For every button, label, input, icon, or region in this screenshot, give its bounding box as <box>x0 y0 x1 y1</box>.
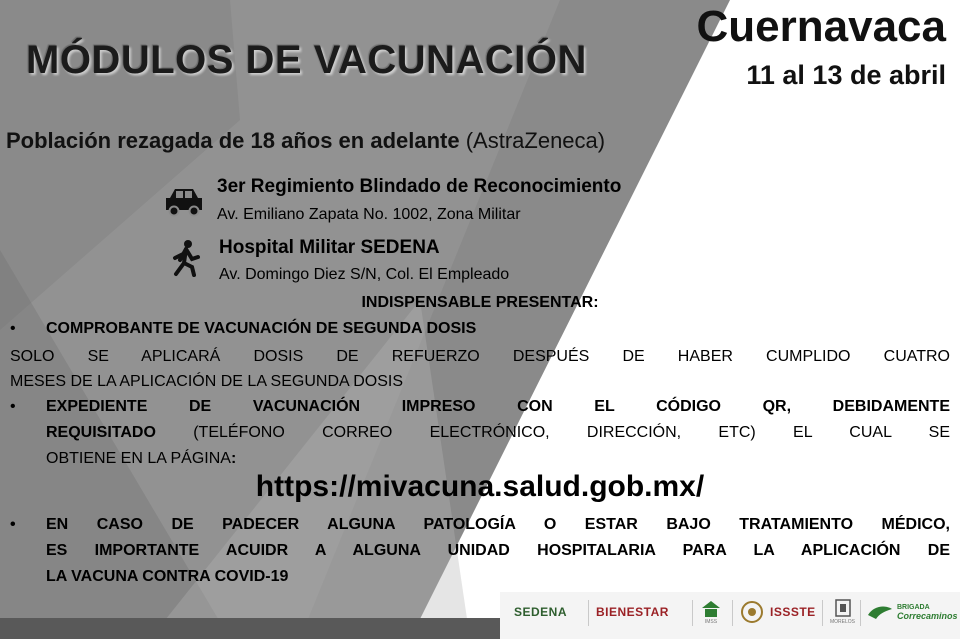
requisitado-label: REQUISITADO <box>46 424 156 441</box>
page-title: MÓDULOS DE VACUNACIÓN <box>26 38 587 82</box>
requirement-text: OBTIENE EN LA PÁGINA <box>46 450 231 467</box>
warning-text-line: LA VACUNA CONTRA COVID-19 <box>46 568 289 585</box>
location-address: Av. Domingo Diez S/N, Col. El Empleado <box>219 266 510 283</box>
walking-person-icon <box>166 238 210 283</box>
bullet: • <box>10 398 16 415</box>
issste-logo: ISSSTE <box>770 605 816 619</box>
car-icon <box>162 182 206 227</box>
target-population <box>6 128 605 154</box>
requirement-item <box>10 316 950 342</box>
location-name: 3er Regimiento Blindado de Reconocimiento <box>217 176 622 197</box>
bienestar-logo: BIENESTAR <box>596 605 669 619</box>
requirement-text-line <box>10 564 950 590</box>
requirement-item <box>10 394 950 420</box>
population-label: Población rezagada de 18 años en adelante <box>6 128 460 153</box>
requirement-text-line <box>10 446 950 472</box>
bullet: • <box>10 320 16 337</box>
imss-logo: IMSS <box>700 592 722 632</box>
requirement-item <box>10 512 950 538</box>
location-address: Av. Emiliano Zapata No. 1002, Zona Militar <box>217 206 521 223</box>
requirement-text-line <box>10 538 950 564</box>
warning-text-line: ES IMPORTANTE ACUIDR A ALGUNA UNIDAD HOSPITALARIA PARA LA APLICACIÓN DE <box>46 542 950 559</box>
requirement-text: EXPEDIENTE DE VACUNACIÓN IMPRESO CON EL CÓDIGO QR, DEBIDAMENTE <box>46 398 950 415</box>
bullet: • <box>10 516 16 533</box>
requirements-title: INDISPENSABLE PRESENTAR: <box>361 294 599 311</box>
morelos-logo: MORELOS <box>830 592 855 632</box>
requirement-details: (TELÉFONO CORREO ELECTRÓNICO, DIRECCIÓN, ETC) EL CUAL SE <box>155 424 950 441</box>
sedena-logo: SEDENA <box>514 605 568 619</box>
vaccine-website-link[interactable]: https://mivacuna.salud.gob.mx/ <box>255 470 705 503</box>
booster-note-line: SOLO SE APLICARÁ DOSIS DE REFUERZO DESPUÉS DE HABER CUMPLIDO CUATRO <box>10 348 950 365</box>
vaccine-name: (AstraZeneca) <box>459 128 606 153</box>
location-name: Hospital Militar SEDENA <box>219 237 440 258</box>
brigada-correcaminos-logo: BRIGADA Correcaminos <box>866 592 958 632</box>
city-name: Cuernavaca <box>696 2 946 51</box>
requirement-text: COMPROBANTE DE VACUNACIÓN DE SEGUNDA DOSIS <box>46 320 477 337</box>
issste-icon <box>740 592 764 632</box>
booster-note-line: MESES DE LA APLICACIÓN DE LA SEGUNDA DOSIS <box>10 373 404 390</box>
event-dates: 11 al 13 de abril <box>746 60 946 90</box>
warning-text-line: EN CASO DE PADECER ALGUNA PATOLOGÍA O ESTAR BAJO TRATAMIENTO MÉDICO, <box>46 516 950 533</box>
requirement-text-line <box>10 420 950 446</box>
colon: : <box>230 450 237 467</box>
sponsor-logos-bar <box>500 592 960 639</box>
